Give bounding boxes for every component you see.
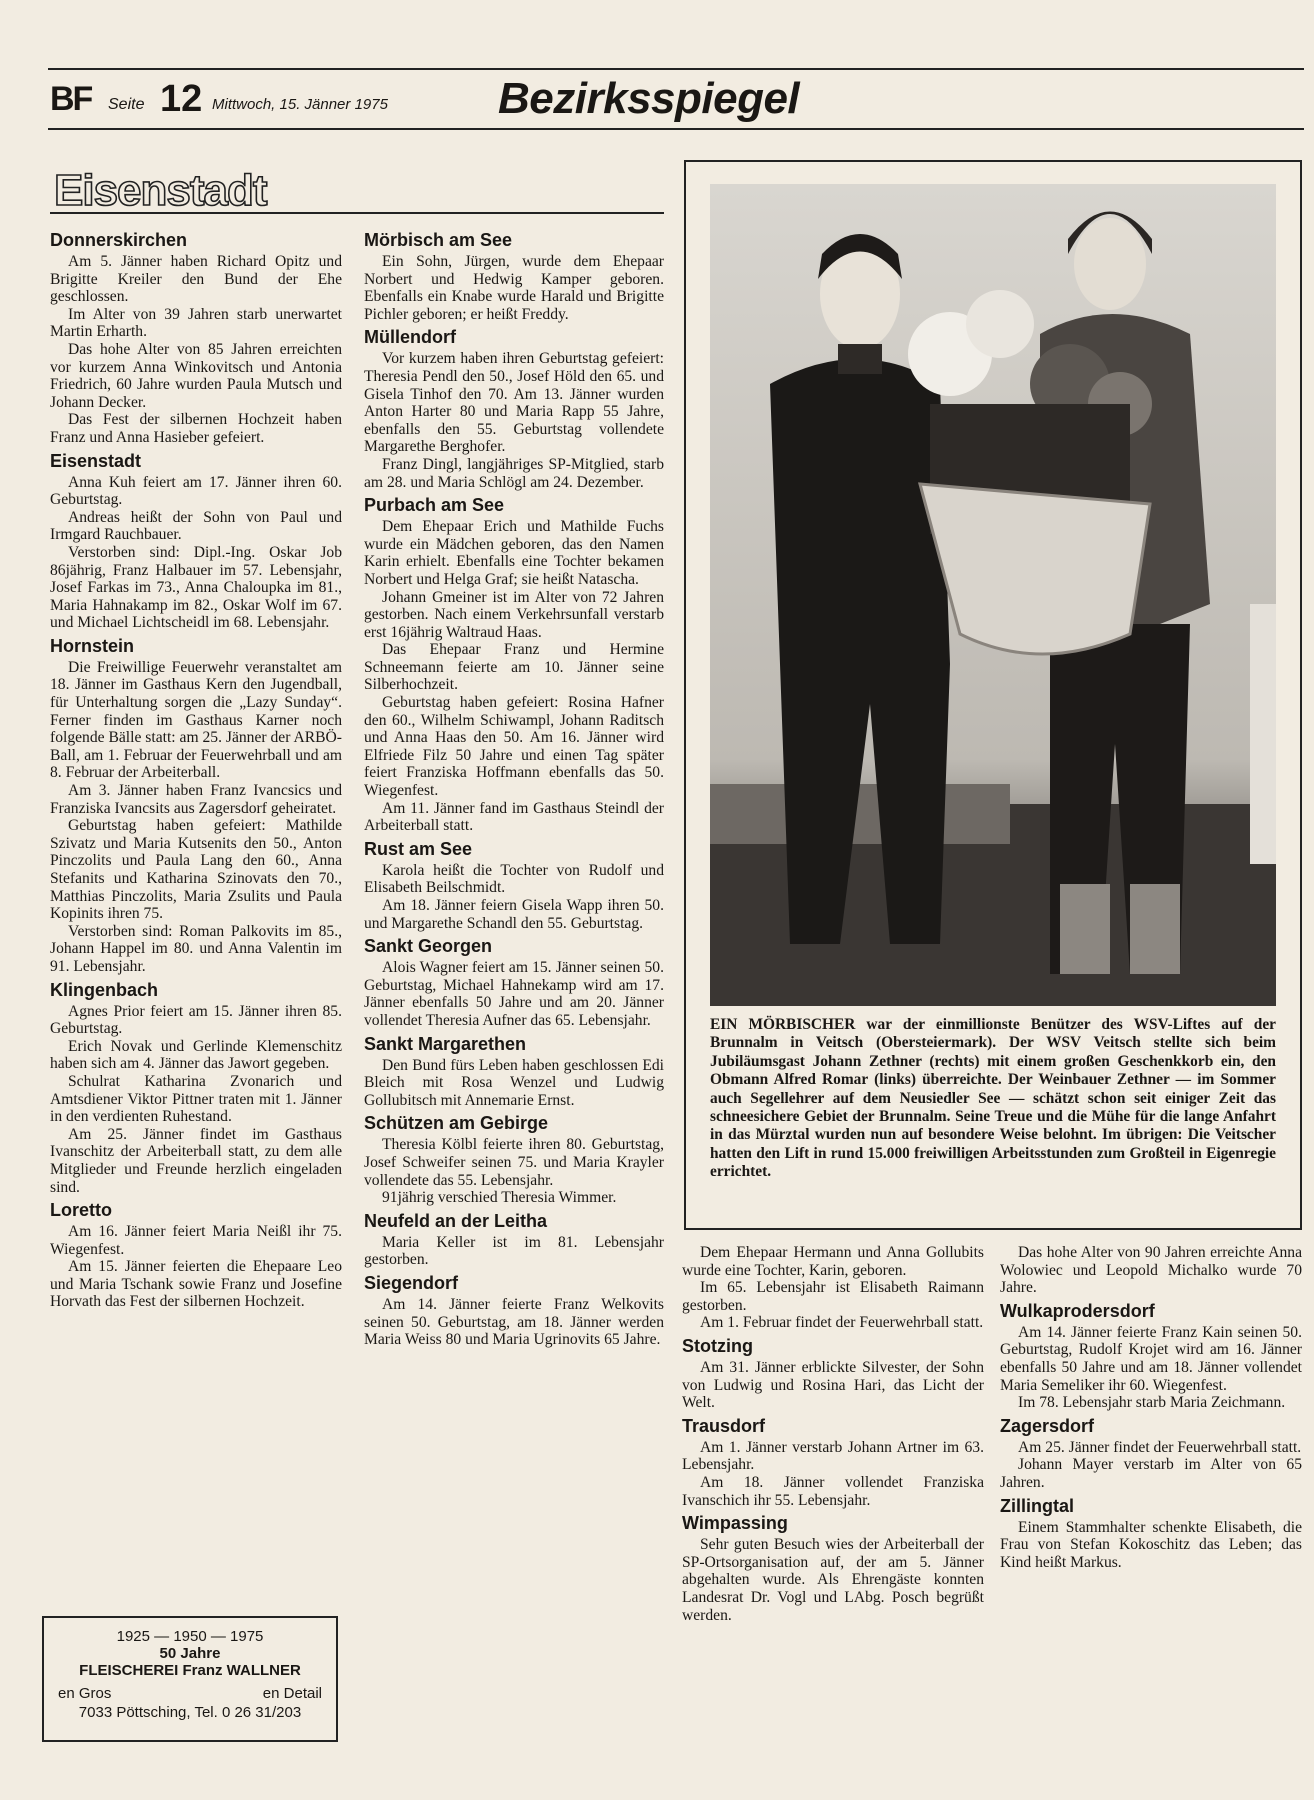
- ad-gros: en Gros: [58, 1685, 112, 1702]
- village-heading: Wimpassing: [682, 1513, 788, 1534]
- news-paragraph: Am 18. Jänner vollendet Franziska Ivanschich ihr 55. Lebensjahr.: [682, 1473, 984, 1509]
- news-paragraph: Franz Dingl, langjähriges SP-Mitglied, starb am 28. und Maria Schlögl am 24. Dezember.: [364, 455, 664, 491]
- news-paragraph: Am 11. Jänner fand im Gasthaus Steindl der Arbeiterball statt.: [364, 799, 664, 835]
- village-heading: Donnerskirchen: [50, 230, 188, 250]
- news-paragraph: Am 18. Jänner feiern Gisela Wapp ihren 50. und Margarethe Schandl den 55. Geburtstag.: [364, 897, 664, 932]
- village-heading: Trausdorf: [682, 1415, 766, 1436]
- village-heading: Stotzing: [682, 1335, 753, 1356]
- masthead-bottom-rule: [48, 128, 1304, 130]
- ad-company: FLEISCHEREI Franz WALLNER: [79, 1662, 301, 1679]
- news-paragraph: Verstorben sind: Roman Palkovits im 85., Johann Happel im 80. und Anna Valentin im 91. Lebensjahr.: [50, 922, 342, 975]
- news-paragraph: Schulrat Katharina Zvonarich und Amtsdiener Viktor Pittner traten mit 1. Jänner in den verdienten Ruhestand.: [50, 1072, 342, 1126]
- ad-detail: en Detail: [262, 1685, 322, 1702]
- news-paragraph: Das hohe Alter von 85 Jahren erreichten vor kurzem Anna Winkovitsch und Antonia Friedrich, 60 Jahre wurden Paula Mutsch und Johann Decker.: [50, 340, 342, 411]
- masthead-top-rule: [48, 68, 1304, 70]
- column-2: [364, 230, 664, 1349]
- village-heading: Purbach am See: [364, 495, 505, 516]
- page-number: 12: [160, 78, 203, 120]
- village-heading: Eisenstadt: [50, 450, 142, 471]
- news-paragraph: Am 25. Jänner findet der Feuerwehrball statt.: [1018, 1438, 1302, 1456]
- ad-years: 1925 — 1950 — 1975: [116, 1628, 264, 1645]
- news-paragraph: Im Alter von 39 Jahren starb unerwartet Martin Erharth.: [50, 305, 342, 341]
- news-paragraph: Einem Stammhalter schenkte Elisabeth, die Frau von Stefan Kokoschitz das Leben; das Kind heißt Markus.: [1000, 1518, 1302, 1571]
- column-1: [50, 230, 342, 1311]
- news-paragraph: Die Freiwillige Feuerwehr veranstaltet am 18. Jänner im Gasthaus Kern den Jugendball, für Unterhaltung sorgen die „Lazy Sunday“. Ferner finden im Gasthaus Karner noch folgende Bälle statt: am 25. Jänner der ARBÖ-Ball, am 1. Februar der Feuerwehrball und am 8. Februar der Arbeiterball.: [50, 658, 342, 782]
- news-paragraph: Das Fest der silbernen Hochzeit haben Franz und Anna Hasieber gefeiert.: [50, 411, 342, 446]
- news-paragraph: Theresia Kölbl feierte ihren 80. Geburtstag, Josef Schweifer seinen 75. und Maria Krayler vollendete das 55. Lebensjahr.: [364, 1136, 664, 1189]
- news-paragraph: Im 65. Lebensjahr ist Elisabeth Raimann gestorben.: [682, 1279, 984, 1314]
- news-paragraph: Dem Ehepaar Hermann und Anna Gollubits wurde eine Tochter, Karin, geboren.: [682, 1244, 984, 1279]
- news-paragraph: Vor kurzem haben ihren Geburtstag gefeiert: Theresia Pendl den 50., Josef Höld den 65. und Gisela Tinhof den 70. Am 13. Jänner wurden Anton Harter 80 und Maria Rapp 55 Jahre, ebenfalls den 55. Geburtstag vollendete Margarethe Berghofer.: [364, 350, 664, 456]
- page-label: Seite: [108, 96, 145, 113]
- news-paragraph: Den Bund fürs Leben haben geschlossen Edi Bleich mit Rosa Wenzel und Ludwig Gollubitsch mit Annemarie Ernst.: [364, 1056, 664, 1109]
- news-paragraph: Am 25. Jänner findet im Gasthaus Ivanschitz der Arbeiterball statt, zu dem alle Mitglieder und Freunde herzlich eingeladen sind.: [50, 1125, 342, 1196]
- news-paragraph: Karola heißt die Tochter von Rudolf und Elisabeth Beilschmidt.: [364, 861, 664, 897]
- village-heading: Rust am See: [364, 838, 473, 859]
- news-paragraph: Andreas heißt der Sohn von Paul und Irmgard Rauchbauer.: [50, 508, 342, 544]
- news-paragraph: Anna Kuh feiert am 17. Jänner ihren 60. Geburtstag.: [50, 473, 342, 509]
- village-heading: Mörbisch am See: [364, 230, 513, 250]
- news-paragraph: Johann Mayer verstarb im Alter von 65 Jahren.: [1000, 1456, 1302, 1491]
- village-heading: Sankt Georgen: [364, 936, 493, 957]
- column-3: [682, 1244, 984, 1624]
- news-paragraph: Verstorben sind: Dipl.-Ing. Oskar Job 86jährig, Franz Halbauer im 57. Lebensjahr, Josef Farkas im 73., Anna Chaloupka im 81., Maria Hahnakamp im 82., Oskar Wolf im 67. und Michael Lichtscheidl im 68. Lebensjahr.: [50, 543, 342, 632]
- news-paragraph: Agnes Prior feiert am 15. Jänner ihren 85. Geburtstag.: [50, 1002, 342, 1038]
- news-photo: [710, 184, 1276, 1006]
- section-title: Bezirksspiegel: [498, 74, 800, 123]
- column-4: [1000, 1244, 1302, 1571]
- photo-box: [684, 160, 1302, 1230]
- news-paragraph: Am 31. Jänner erblickte Silvester, der Sohn von Ludwig und Rosina Hari, das Licht der Welt.: [682, 1358, 984, 1412]
- photo-caption: EIN MÖRBISCHER war der einmillionste Benützer des WSV-Liftes auf der Brunnalm in Veitsch (Obersteiermark). Der WSV Veitsch stellte sich beim Jubiläumsgast Johann Zethner (rechts) mit einem großen Geschenkkorb ein, den Obmann Alfred Romar (links) überreichte. Der Weinbauer Zethner — im Sommer auch Segellehrer auf dem Neusiedler See — schätzt schon seit einiger Zeit das schneesichere Gebiet der Brunnalm. Seine Treue und die Mühe für die lange Anfahrt in das Mürztal wurden nun auf besondere Weise belohnt. Im übrigen: Die Veitscher hatten den Lift in rund 15.000 freiwilligen Arbeitsstunden zum Großteil in Eigenregie errichtet.: [710, 1016, 1276, 1181]
- village-heading: Zagersdorf: [1000, 1415, 1095, 1436]
- village-heading: Zillingtal: [1000, 1495, 1074, 1516]
- village-heading: Müllendorf: [364, 327, 456, 348]
- village-heading: Siegendorf: [364, 1272, 459, 1293]
- village-heading: Wulkaprodersdorf: [1000, 1300, 1155, 1321]
- masthead: [48, 68, 1304, 130]
- news-paragraph: Johann Gmeiner ist im Alter von 72 Jahren gestorben. Nach einem Verkehrsunfall verstarb erst 16jährig Waltraud Haas.: [364, 588, 664, 641]
- village-heading: Loretto: [50, 1200, 112, 1221]
- news-paragraph: Erich Novak und Gerlinde Klemenschitz haben sich am 4. Jänner das Jawort gegeben.: [50, 1037, 342, 1073]
- newspaper-logo: BF: [50, 80, 92, 118]
- butcher-advertisement: [42, 1616, 338, 1742]
- ad-jubilee: 50 Jahre: [159, 1645, 221, 1662]
- news-paragraph: Geburtstag haben gefeiert: Rosina Hafner den 60., Wilhelm Schiwampl, Johann Raditsch und Anna Haas den 50. Am 16. Jänner wird Elfriede Filz 50 Jahre und einen Tag später feiert Franziska Hoffmann ebenfalls das 50. Wiegenfest.: [364, 694, 664, 800]
- news-paragraph: Am 14. Jänner feierte Franz Welkovits seinen 50. Geburtstag, am 18. Jänner werden Maria Weiss 80 und Maria Ugrinovits 65 Jahre.: [364, 1295, 664, 1349]
- news-paragraph: Maria Keller ist im 81. Lebensjahr gestorben.: [364, 1233, 664, 1269]
- news-paragraph: Ein Sohn, Jürgen, wurde dem Ehepaar Norbert und Hedwig Kamper geboren. Ebenfalls ein Knabe wurde Harald und Brigitte Pichler geboren; er heißt Freddy.: [364, 253, 664, 323]
- city-title-rule: [50, 212, 664, 214]
- news-paragraph: Das hohe Alter von 90 Jahren erreichte Anna Wolowiec und Leopold Michalko wurde 70 Jahre.: [1000, 1244, 1302, 1297]
- news-paragraph: Alois Wagner feiert am 15. Jänner seinen 50. Geburtstag, Michael Hahnekamp wird am 17. Jänner ebenfalls 50 Jahre und am 20. Jänner vollendet Theresia Aufner das 65. Lebensjahr.: [364, 959, 664, 1029]
- village-heading: Neufeld an der Leitha: [364, 1210, 548, 1231]
- news-paragraph: Am 5. Jänner haben Richard Opitz und Brigitte Kreiler den Bund der Ehe geschlossen.: [50, 253, 342, 306]
- village-heading: Klingenbach: [50, 979, 159, 1000]
- city-title: Eisenstadt: [54, 166, 267, 215]
- ad-address: 7033 Pöttsching, Tel. 0 26 31/203: [78, 1704, 302, 1721]
- village-heading: Sankt Margarethen: [364, 1033, 527, 1054]
- news-paragraph: Am 3. Jänner haben Franz Ivancsics und Franziska Ivancsits aus Zagersdorf geheiratet.: [50, 782, 342, 817]
- news-paragraph: Im 78. Lebensjahr starb Maria Zeichmann.: [1018, 1394, 1286, 1412]
- issue-date: Mittwoch, 15. Jänner 1975: [212, 96, 388, 113]
- news-paragraph: 91jährig verschied Theresia Wimmer.: [382, 1189, 617, 1207]
- news-paragraph: Dem Ehepaar Erich und Mathilde Fuchs wurde ein Mädchen geboren, das den Namen Karin erhielt. Ebenfalls eine Tochter bekamen Norbert und Helga Graf; sie heißt Natascha.: [364, 518, 664, 588]
- news-paragraph: Am 16. Jänner feiert Maria Neißl ihr 75. Wiegenfest.: [50, 1223, 342, 1258]
- village-heading: Schützen am Gebirge: [364, 1113, 549, 1134]
- news-paragraph: Geburtstag haben gefeiert: Mathilde Szivatz und Maria Kutsenits den 50., Anton Pinczolits und Paula Lang den 60., Anna Stefanits und Katharina Szinovats den 70., Matthias Pinczolits, Maria Zsulits und Paula Kopinits ihren 75.: [50, 817, 342, 923]
- news-paragraph: Am 14. Jänner feierte Franz Kain seinen 50. Geburtstag, Rudolf Krojet wird am 16. Jänner ebenfalls 50 Jahre und am 18. Jänner vollendet Maria Semeliker ihr 60. Wiegenfest.: [1000, 1323, 1302, 1394]
- news-paragraph: Das Ehepaar Franz und Hermine Schneemann feierte am 10. Jänner seine Silberhochzeit.: [364, 641, 664, 694]
- news-paragraph: Sehr guten Besuch wies der Arbeiterball der SP-Ortsorganisation auf, der am 5. Jänner abgehalten wurde. Als Ehrengäste konnten Landesrat Dr. Vogl und LAbg. Posch begrüßt werden.: [682, 1536, 984, 1624]
- village-heading: Hornstein: [50, 635, 135, 656]
- news-paragraph: Am 15. Jänner feierten die Ehepaare Leo und Maria Tschank sowie Franz und Josefine Horvath das Fest der silbernen Hochzeit.: [50, 1258, 342, 1311]
- news-paragraph: Am 1. Jänner verstarb Johann Artner im 63. Lebensjahr.: [682, 1438, 984, 1474]
- news-paragraph: Am 1. Februar findet der Feuerwehrball statt.: [700, 1314, 984, 1332]
